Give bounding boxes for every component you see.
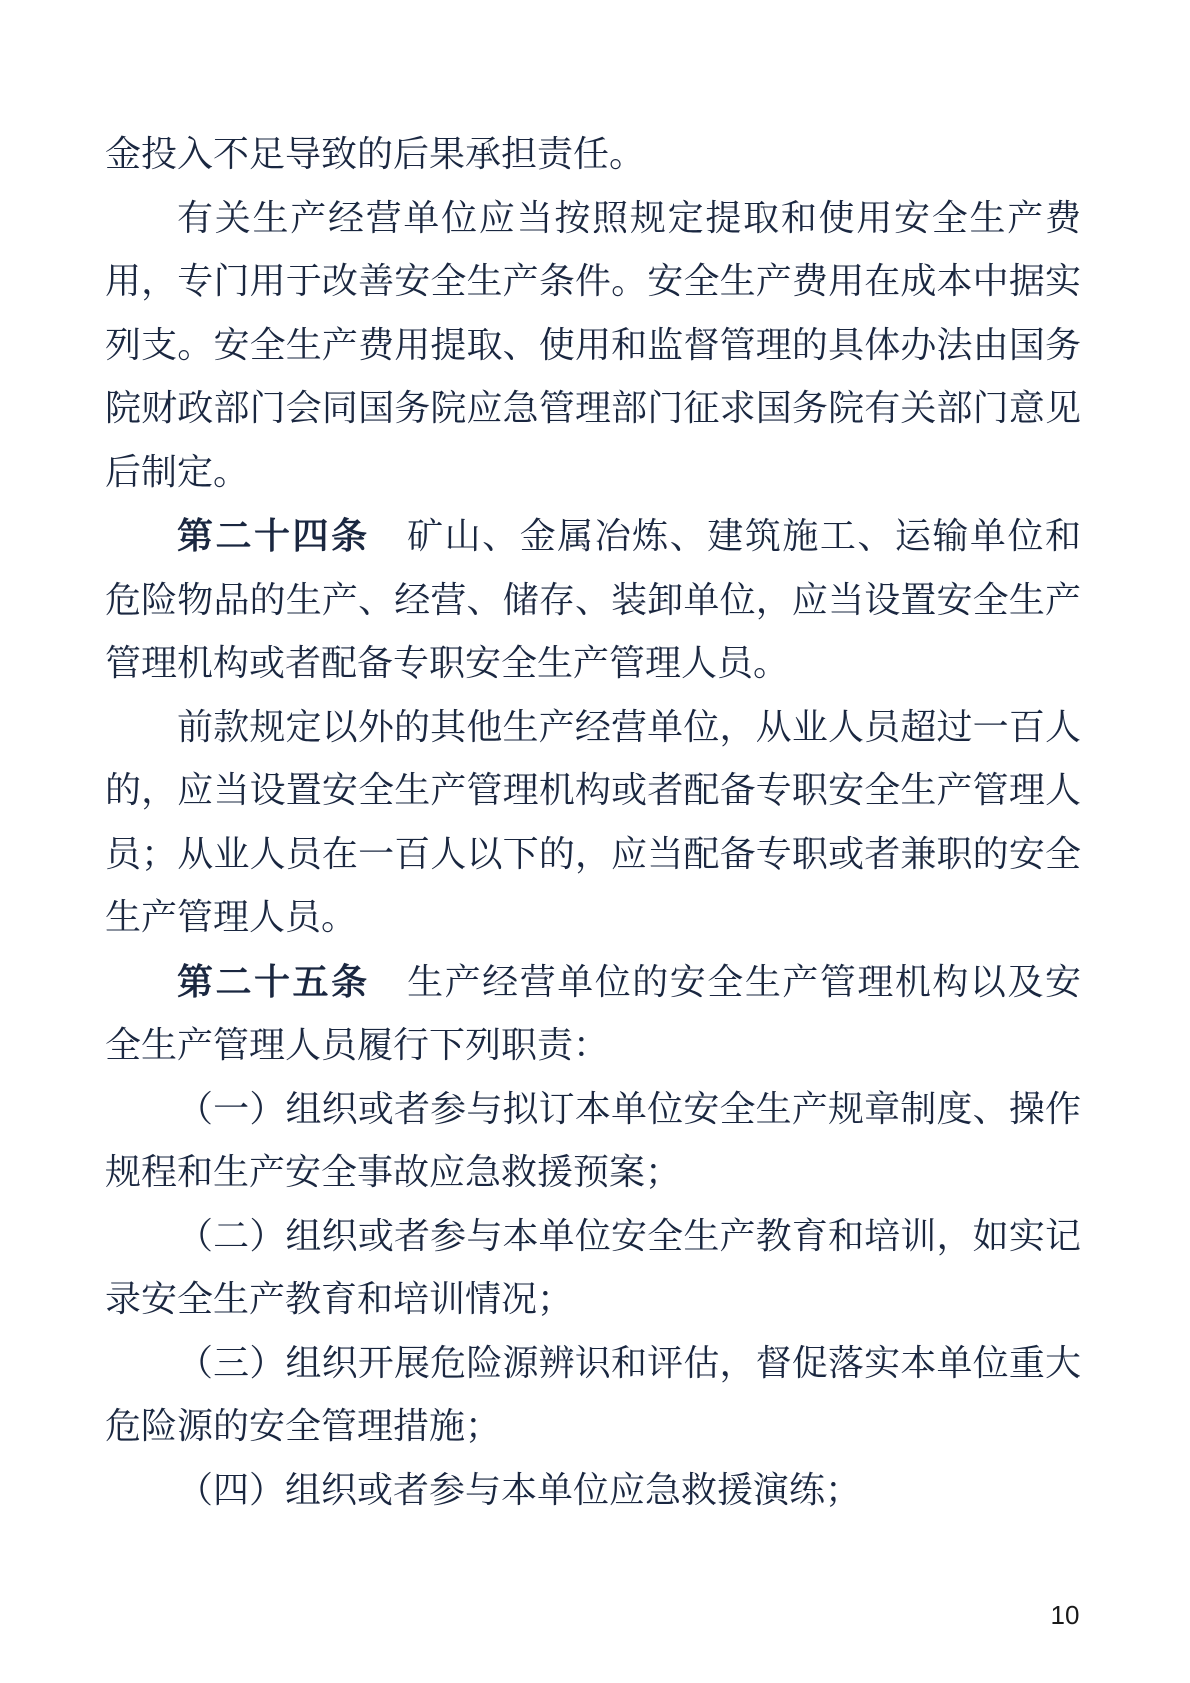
article-number-label: 第二十四条: [177, 515, 370, 556]
paragraph-text: （四）组织或者参与本单位应急救援演练；: [177, 1469, 862, 1510]
paragraph-text: 矿山、金属冶炼、建筑施工、运输单位和危险物品的生产、经营、储存、装卸单位，应当设置安全生产管理机构或者配备专职安全生产管理人员。: [105, 516, 1081, 683]
paragraph: [105, 1205, 1081, 1332]
paragraph: [105, 696, 1081, 950]
paragraph: [105, 123, 1081, 187]
paragraph-text: 前款规定以外的其他生产经营单位，从业人员超过一百人的，应当设置安全生产管理机构或者配备专职安全生产管理人员；从业人员在一百人以下的，应当配备专职或者兼职的安全生产管理人员。: [105, 706, 1081, 937]
page-number: 10: [1050, 1600, 1080, 1630]
paragraph-text: （三）组织开展危险源辨识和评估，督促落实本单位重大危险源的安全管理措施；: [105, 1342, 1081, 1446]
paragraph: [105, 1078, 1081, 1205]
body-text: [105, 123, 1081, 1522]
paragraph-text: 生产经营单位的安全生产管理机构以及安全生产管理人员履行下列职责：: [105, 961, 1081, 1065]
paragraph-text: （一）组织或者参与拟订本单位安全生产规章制度、操作规程和生产安全事故应急救援预案；: [105, 1088, 1081, 1192]
article-number-label: 第二十五条: [177, 960, 370, 1002]
paragraph: [105, 950, 1081, 1078]
paragraph: [105, 1332, 1081, 1459]
paragraph: [105, 187, 1081, 505]
paragraph-text: 金投入不足导致的后果承担责任。: [105, 134, 646, 174]
paragraph: [105, 1459, 1081, 1523]
paragraph-text: （二）组织或者参与本单位安全生产教育和培训，如实记录安全生产教育和培训情况；: [105, 1215, 1081, 1319]
paragraph-text: 有关生产经营单位应当按照规定提取和使用安全生产费用，专门用于改善安全生产条件。安全生产费用在成本中据实列支。安全生产费用提取、使用和监督管理的具体办法由国务院财政部门会同国务院应急管理部门征求国务院有关部门意见后制定。: [105, 197, 1081, 492]
paragraph: [105, 504, 1081, 696]
